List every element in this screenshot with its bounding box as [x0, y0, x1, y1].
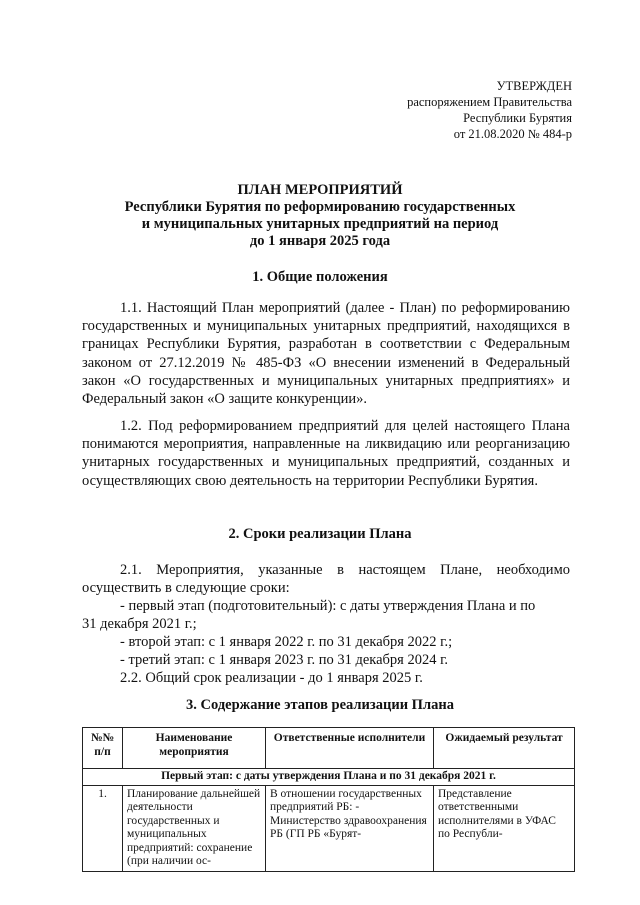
- section-3-heading: 3. Содержание этапов реализации Плана: [186, 697, 454, 713]
- row-1-responsible: В отношении государственных предприятий РБ: - Министерство здравоохранения РБ (ГП РБ «Бурят-: [266, 785, 434, 871]
- title-line-2: Республики Бурятия по реформированию государственных: [124, 199, 516, 215]
- header-name: Наименование мероприятия: [123, 728, 266, 769]
- plan-table: [82, 727, 575, 872]
- section-2-heading: 2. Сроки реализации Плана: [228, 526, 412, 542]
- header-responsible: Ответственные исполнители: [266, 728, 434, 769]
- paragraph-2-2: 2.2. Общий срок реализации - до 1 января 2025 г.: [120, 670, 423, 686]
- table-stage-row: [83, 769, 575, 786]
- paragraph-1-2: 1.2. Под реформированием предприятий для целей настоящего Плана понимаются мероприятия, направленные на ликвидацию или реорганизацию унитарных государственных и муниципальных предприятий, созданных и осуществляющих свою деятельность на территории Республики Бурятия.: [82, 418, 570, 489]
- header-num: №№ п/п: [83, 728, 123, 769]
- title-line-1: ПЛАН МЕРОПРИЯТИЙ: [237, 182, 403, 198]
- stage-2-term: - второй этап: с 1 января 2022 г. по 31 декабря 2022 г.;: [120, 634, 453, 650]
- table-header-row: [83, 728, 575, 769]
- section-1-heading: 1. Общие положения: [252, 269, 388, 285]
- approval-title: УТВЕРЖДЕН: [496, 79, 572, 93]
- paragraph-1-1: 1.1. Настоящий План мероприятий (далее - План) по реформированию государственных и муниципальных унитарных предприятий, находящихся в границах Республики Бурятия, разработан в соответствии с Федеральным законом от 27.12.2019 № 485-ФЗ «О внесении изменений в Федеральный закон «О государственных и муниципальных унитарных предприятиях» и Федеральный закон «О защите конкуренции».: [82, 300, 570, 408]
- header-result: Ожидаемый результат: [434, 728, 575, 769]
- stage-1-term-line-1: - первый этап (подготовительный): с даты утверждения Плана и по: [120, 598, 536, 614]
- approval-stamp: [407, 78, 572, 142]
- document-title: [60, 182, 580, 250]
- title-line-4: до 1 января 2025 года: [249, 233, 391, 249]
- paragraph-2-1: 2.1. Мероприятия, указанные в настоящем Плане, необходимо осуществить в следующие сроки:: [82, 562, 570, 597]
- row-1-num: 1.: [83, 785, 123, 871]
- approval-region: Республики Бурятия: [463, 111, 572, 125]
- approval-issuer: распоряжением Правительства: [407, 95, 572, 109]
- stage-3-term: - третий этап: с 1 января 2023 г. по 31 декабря 2024 г.: [120, 652, 449, 668]
- row-1-name: Планирование дальнейшей деятельности государственных и муниципальных предприятий: сохранение (при наличии ос-: [123, 785, 266, 871]
- stage-1-header: Первый этап: с даты утверждения Плана и по 31 декабря 2021 г.: [83, 769, 575, 786]
- table-row: [83, 785, 575, 871]
- row-1-result: Представление ответственными исполнителями в УФАС по Республи-: [434, 785, 575, 871]
- approval-date-number: от 21.08.2020 № 484-р: [453, 127, 572, 141]
- title-line-3: и муниципальных унитарных предприятий на период: [141, 216, 499, 232]
- stage-1-term-line-2: 31 декабря 2021 г.;: [82, 616, 197, 632]
